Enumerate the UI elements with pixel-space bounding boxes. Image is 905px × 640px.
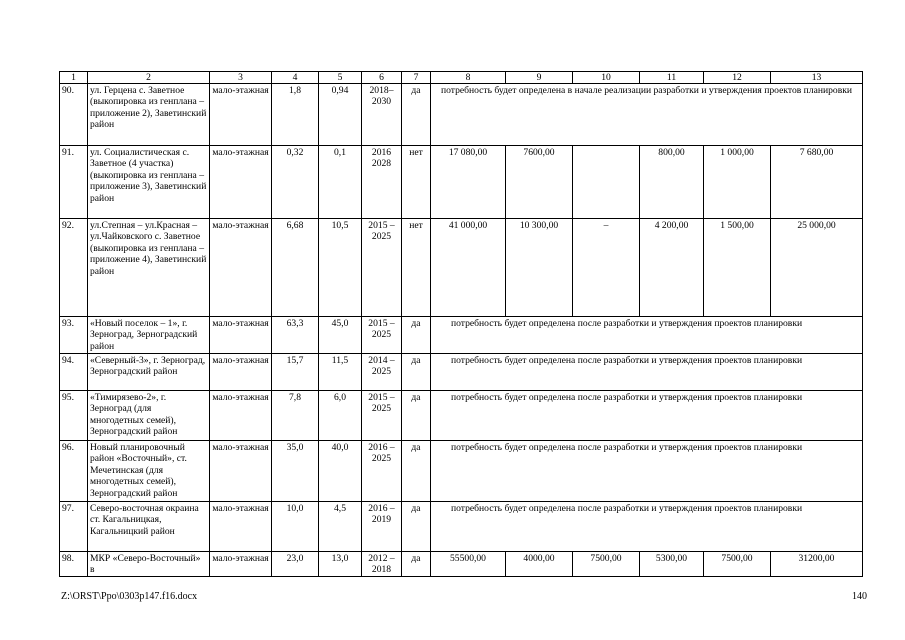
object-name: ул.Степная – ул.Красная – ул.Чайковского с. Заветное (выкопировка из генплана – приложение 4), Заветинский район: [88, 219, 210, 317]
cell-col8: 55500,00: [431, 552, 506, 577]
note-cell: потребность будет определена после разработки и утверждения проектов планировки: [431, 354, 863, 391]
header-cell: 12: [704, 72, 771, 84]
cell-col7: да: [402, 317, 431, 354]
cell-period: 2016 – 2025: [362, 441, 402, 502]
cell-col7: да: [402, 354, 431, 391]
table-row: [60, 146, 863, 219]
cell-col10: [573, 146, 640, 219]
row-number: 90.: [60, 84, 88, 146]
cell-col4: 23,0: [272, 552, 319, 577]
note-cell: потребность будет определена в начале реализации разработки и утверждения проектов планировки: [431, 84, 863, 146]
note-cell: потребность будет определена после разработки и утверждения проектов планировки: [431, 317, 863, 354]
note-cell: потребность будет определена после разработки и утверждения проектов планировки: [431, 441, 863, 502]
row-number: 96.: [60, 441, 88, 502]
building-type: мало-этажная: [210, 317, 272, 354]
header-cell: 11: [640, 72, 704, 84]
cell-col5: 45,0: [319, 317, 362, 354]
header-cell: 6: [362, 72, 402, 84]
cell-col8: 41 000,00: [431, 219, 506, 317]
cell-col7: да: [402, 502, 431, 552]
cell-col11: 5300,00: [640, 552, 704, 577]
cell-col7: нет: [402, 219, 431, 317]
cell-col5: 40,0: [319, 441, 362, 502]
cell-col11: 4 200,00: [640, 219, 704, 317]
building-type: мало-этажная: [210, 441, 272, 502]
building-type: мало-этажная: [210, 502, 272, 552]
header-cell: 4: [272, 72, 319, 84]
cell-col12: 1 000,00: [704, 146, 771, 219]
building-type: мало-этажная: [210, 146, 272, 219]
cell-col13: 25 000,00: [771, 219, 863, 317]
cell-col5: 4,5: [319, 502, 362, 552]
row-number: 97.: [60, 502, 88, 552]
table-row: [60, 552, 863, 577]
cell-col9: 7600,00: [506, 146, 573, 219]
header-cell: 9: [506, 72, 573, 84]
table-row: [60, 219, 863, 317]
object-name: ул. Герцена с. Заветное (выкопировка из генплана – приложение 2), Заветинский район: [88, 84, 210, 146]
table-row: [60, 84, 863, 146]
building-type: мало-этажная: [210, 84, 272, 146]
table-row: [60, 354, 863, 391]
cell-col9: 10 300,00: [506, 219, 573, 317]
cell-col8: 17 080,00: [431, 146, 506, 219]
object-name: «Северный-3», г. Зерноград, Зерноградский район: [88, 354, 210, 391]
cell-col4: 15,7: [272, 354, 319, 391]
row-number: 94.: [60, 354, 88, 391]
cell-col12: 7500,00: [704, 552, 771, 577]
cell-col5: 13,0: [319, 552, 362, 577]
cell-col5: 0,1: [319, 146, 362, 219]
row-number: 91.: [60, 146, 88, 219]
building-type: мало-этажная: [210, 391, 272, 441]
data-table: [59, 71, 863, 577]
cell-col13: 31200,00: [771, 552, 863, 577]
cell-period: 2012 – 2018: [362, 552, 402, 577]
cell-col12: 1 500,00: [704, 219, 771, 317]
header-cell: 13: [771, 72, 863, 84]
cell-col5: 0,94: [319, 84, 362, 146]
cell-col4: 10,0: [272, 502, 319, 552]
cell-col4: 6,68: [272, 219, 319, 317]
cell-col4: 35,0: [272, 441, 319, 502]
cell-col5: 6,0: [319, 391, 362, 441]
object-name: Северо-восточная окраина ст. Кагальницкая, Кагальницкий район: [88, 502, 210, 552]
header-cell: 3: [210, 72, 272, 84]
table-row: [60, 317, 863, 354]
page-number: 140: [852, 591, 867, 602]
header-cell: 1: [60, 72, 88, 84]
object-name: МКР «Северо-Восточный» в: [88, 552, 210, 577]
table-row: [60, 391, 863, 441]
cell-col7: да: [402, 84, 431, 146]
cell-col13: 7 680,00: [771, 146, 863, 219]
note-cell: потребность будет определена после разработки и утверждения проектов планировки: [431, 391, 863, 441]
object-name: «Новый поселок – 1», г. Зерноград, Зерноградский район: [88, 317, 210, 354]
cell-col10: 7500,00: [573, 552, 640, 577]
building-type: мало-этажная: [210, 552, 272, 577]
cell-period: 2016 2028: [362, 146, 402, 219]
note-cell: потребность будет определена после разработки и утверждения проектов планировки: [431, 502, 863, 552]
cell-period: 2015 – 2025: [362, 391, 402, 441]
cell-col7: да: [402, 391, 431, 441]
cell-period: 2015 – 2025: [362, 317, 402, 354]
cell-col4: 1,8: [272, 84, 319, 146]
cell-col4: 0,32: [272, 146, 319, 219]
cell-period: 2014 – 2025: [362, 354, 402, 391]
object-name: «Тимирязево-2», г. Зерноград (для многодетных семей), Зерноградский район: [88, 391, 210, 441]
footer-file-path: Z:\ORST\Ppo\0303p147.f16.docx: [61, 591, 198, 602]
cell-col5: 11,5: [319, 354, 362, 391]
cell-col7: да: [402, 441, 431, 502]
cell-period: 2015 – 2025: [362, 219, 402, 317]
cell-col5: 10,5: [319, 219, 362, 317]
header-cell: 5: [319, 72, 362, 84]
cell-col10: –: [573, 219, 640, 317]
building-type: мало-этажная: [210, 354, 272, 391]
cell-col4: 63,3: [272, 317, 319, 354]
row-number: 95.: [60, 391, 88, 441]
cell-col7: да: [402, 552, 431, 577]
cell-col7: нет: [402, 146, 431, 219]
building-type: мало-этажная: [210, 219, 272, 317]
cell-col4: 7,8: [272, 391, 319, 441]
cell-period: 2016 – 2019: [362, 502, 402, 552]
cell-col11: 800,00: [640, 146, 704, 219]
object-name: Новый планировочный район «Восточный», ст. Мечетинская (для многодетных семей), Зерноградский район: [88, 441, 210, 502]
object-name: ул. Социалистическая с. Заветное (4 участка) (выкопировка из генплана – приложение 3), Заветинский район: [88, 146, 210, 219]
header-cell: 2: [88, 72, 210, 84]
table-row: [60, 502, 863, 552]
row-number: 98.: [60, 552, 88, 577]
header-row: [60, 72, 863, 84]
row-number: 93.: [60, 317, 88, 354]
cell-col9: 4000,00: [506, 552, 573, 577]
header-cell: 8: [431, 72, 506, 84]
header-cell: 10: [573, 72, 640, 84]
table-row: [60, 441, 863, 502]
cell-period: 2018–2030: [362, 84, 402, 146]
header-cell: 7: [402, 72, 431, 84]
row-number: 92.: [60, 219, 88, 317]
